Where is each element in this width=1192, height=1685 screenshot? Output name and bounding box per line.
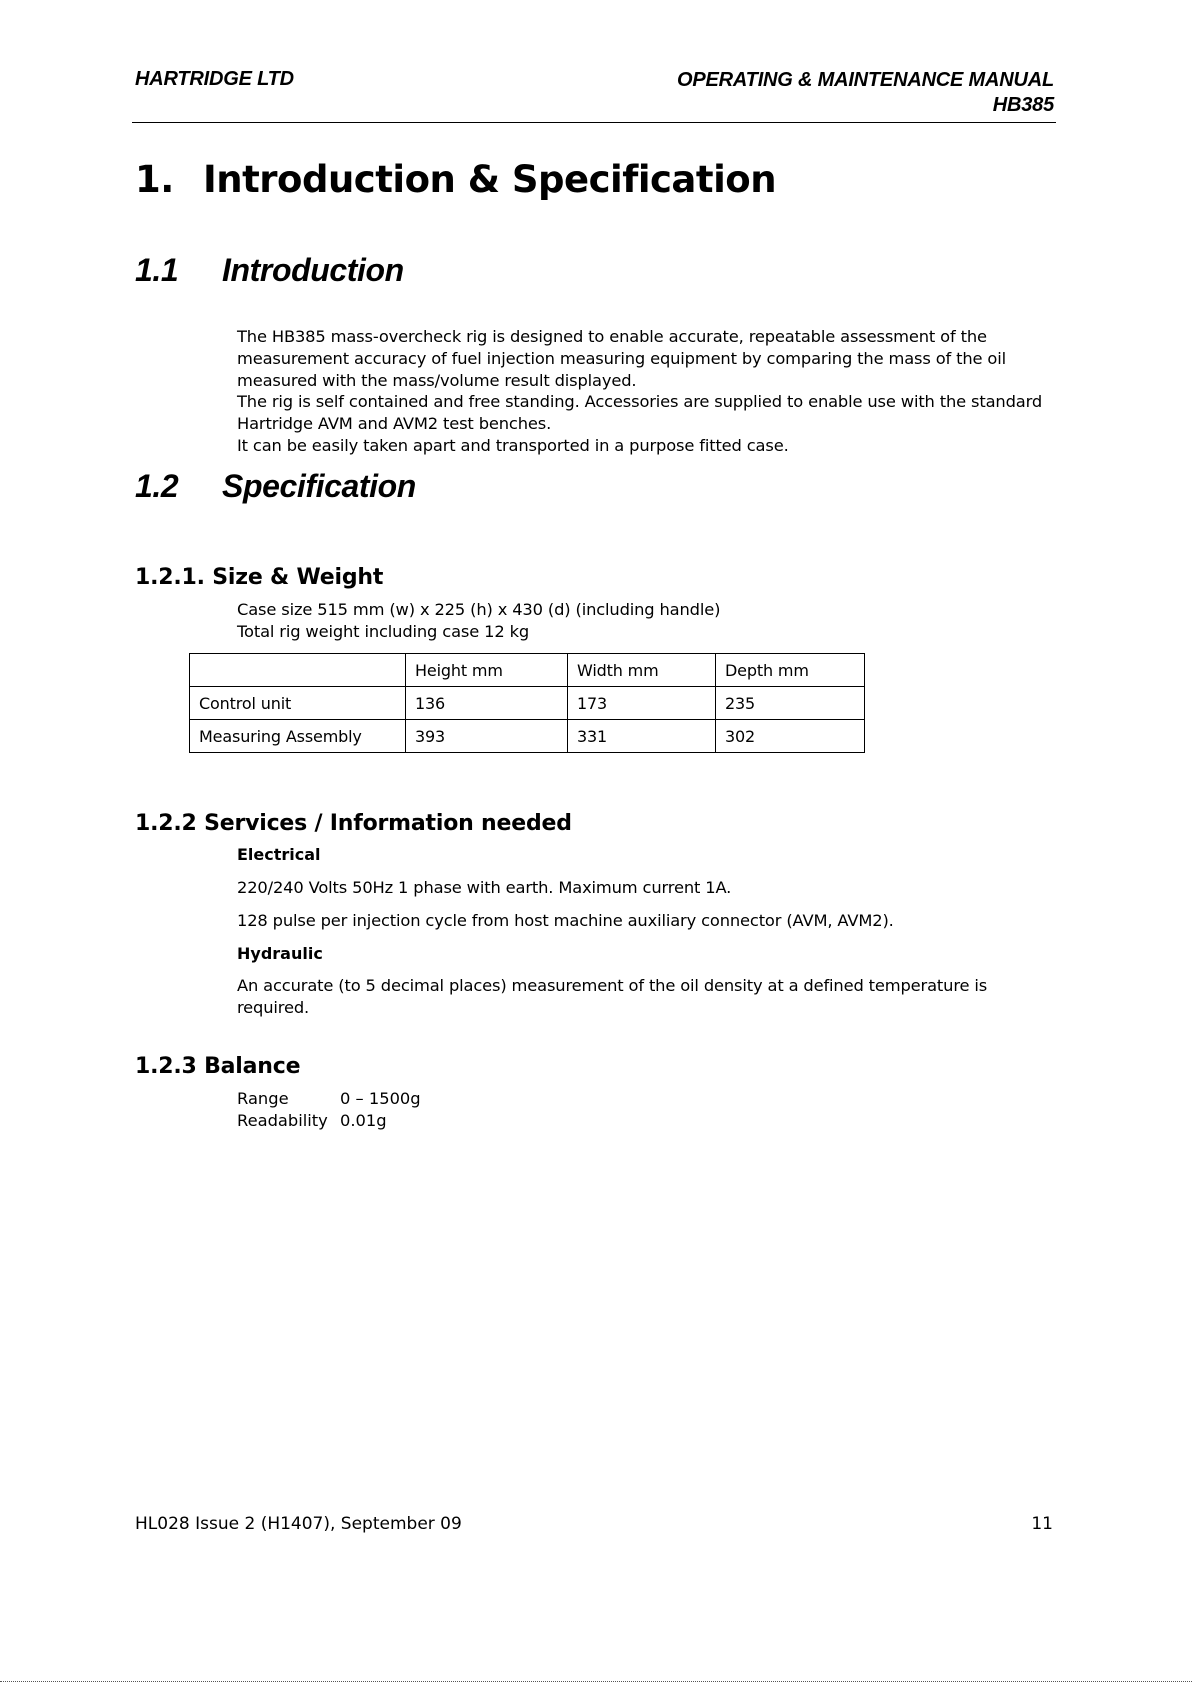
intro-paragraph: It can be easily taken apart and transported in a purpose fitted case. [237,435,789,455]
table-cell: Measuring Assembly [190,720,406,753]
table-cell: Control unit [190,687,406,720]
section-heading-specification [135,468,416,505]
dimensions-table [189,653,865,753]
section-title: Introduction [222,252,404,288]
table-cell: 136 [406,687,568,720]
header-company: HARTRIDGE LTD [135,68,294,90]
page-bottom-edge [0,1681,1192,1682]
table-cell: 173 [568,687,716,720]
section-number: 1.2 [135,468,179,504]
electrical-label: Electrical [237,845,321,864]
size-line: Case size 515 mm (w) x 225 (h) x 430 (d) (including handle) [237,600,721,619]
section-heading-introduction [135,252,404,289]
table-header-cell: Width mm [568,654,716,687]
chapter-heading [135,158,776,201]
balance-row-readability [237,1110,421,1132]
section-title: Specification [222,468,416,504]
electrical-line: 128 pulse per injection cycle from host machine auxiliary connector (AVM, AVM2). [237,911,894,930]
intro-paragraph: The rig is self contained and free standing. Accessories are supplied to enable use with the standard Hartridge AVM and AVM2 test benches. [237,392,1043,434]
balance-row-range [237,1088,421,1110]
table-row [190,687,865,720]
balance-label: Readability [237,1110,328,1130]
header-model: HB385 [992,94,1054,116]
introduction-text [237,326,1047,457]
hydraulic-label: Hydraulic [237,944,323,963]
table-row [190,720,865,753]
hydraulic-text: An accurate (to 5 decimal places) measurement of the oil density at a defined temperature is required. [237,976,988,1017]
table-cell: 393 [406,720,568,753]
table-cell: 235 [716,687,865,720]
electrical-line: 220/240 Volts 50Hz 1 phase with earth. Maximum current 1A. [237,878,732,897]
chapter-number: 1. [135,158,174,201]
header-title-block [677,68,1054,118]
table-header-row [190,654,865,687]
table-cell: 302 [716,720,865,753]
subsection-heading-services: 1.2.2 Services / Information needed [135,811,572,836]
balance-specs [237,1088,421,1132]
table-header-cell: Height mm [406,654,568,687]
footer-page-number: 11 [1031,1514,1053,1534]
size-weight-text [237,599,1037,643]
subsection-heading-size-weight: 1.2.1. Size & Weight [135,565,384,590]
table-cell: 331 [568,720,716,753]
table-header-cell: Depth mm [716,654,865,687]
header-divider [132,122,1056,123]
balance-value: 0 – 1500g [340,1089,421,1108]
footer-doc-ref: HL028 Issue 2 (H1407), September 09 [135,1514,462,1534]
intro-paragraph: The HB385 mass-overcheck rig is designed to enable accurate, repeatable assessment of the measurement accuracy of fuel injection measuring equipment by comparing the mass of the oil measured with the mass/volume result displayed. [237,327,1006,390]
weight-line: Total rig weight including case 12 kg [237,621,530,641]
chapter-title: Introduction & Specification [203,158,777,201]
header-manual-title: OPERATING & MAINTENANCE MANUAL [677,69,1054,91]
balance-label: Range [237,1089,289,1108]
table-header-cell [190,654,406,687]
section-number: 1.1 [135,252,179,288]
balance-value: 0.01g [340,1110,387,1130]
subsection-heading-balance: 1.2.3 Balance [135,1054,301,1079]
